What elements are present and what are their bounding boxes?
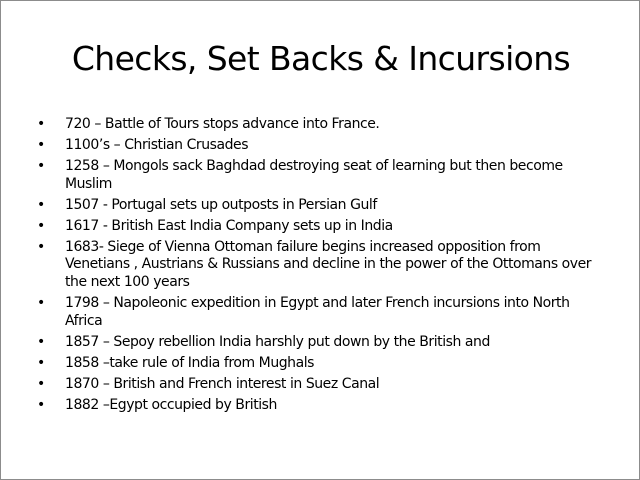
list-item (37, 116, 607, 134)
bullet-icon: • (37, 375, 45, 392)
list-item (37, 355, 607, 373)
list-item (37, 239, 607, 292)
list-item-text: 720 – Battle of Tours stops advance into France. (65, 116, 380, 132)
bullet-list (37, 116, 607, 418)
list-item (37, 397, 607, 415)
bullet-icon: • (37, 238, 45, 255)
list-item-text: 1507 - Portugal sets up outposts in Persian Gulf (65, 196, 377, 213)
bullet-icon: • (37, 158, 45, 175)
bullet-icon: • (37, 295, 45, 312)
bullet-icon: • (37, 116, 45, 132)
bullet-icon: • (37, 333, 45, 350)
bullet-icon: • (37, 396, 45, 413)
list-item-text: 1858 –take rule of India from Mughals (65, 354, 315, 371)
list-item (37, 137, 607, 155)
list-item-text: 1798 – Napoleonic expedition in Egypt and later French incursions into North Africa (65, 295, 570, 329)
list-item-text: 1100’s – Christian Crusades (65, 137, 249, 154)
list-item (37, 197, 607, 215)
bullet-icon: • (37, 217, 45, 234)
list-item (37, 334, 607, 352)
list-item-text: 1258 – Mongols sack Baghdad destroying seat of learning but then become Muslim (65, 158, 563, 192)
list-item-text: 1857 – Sepoy rebellion India harshly put down by the British and (65, 333, 490, 350)
list-item-text: 1683- Siege of Vienna Ottoman failure begins increased opposition from Venetians , Austrians & Russians and decline in the power of the Ottomans over the next 100 years (65, 238, 592, 290)
list-item-text: 1617 - British East India Company sets up in India (65, 217, 393, 234)
list-item-text: 1870 – British and French interest in Suez Canal (65, 375, 380, 392)
bullet-icon: • (37, 196, 45, 213)
list-item-text: 1882 –Egypt occupied by British (65, 396, 277, 413)
list-item (37, 218, 607, 236)
bullet-icon: • (37, 354, 45, 371)
list-item (37, 158, 607, 193)
list-item (37, 376, 607, 394)
bullet-icon: • (37, 137, 45, 154)
slide-title: Checks, Set Backs & Incursions (71, 39, 571, 78)
list-item (37, 295, 607, 330)
